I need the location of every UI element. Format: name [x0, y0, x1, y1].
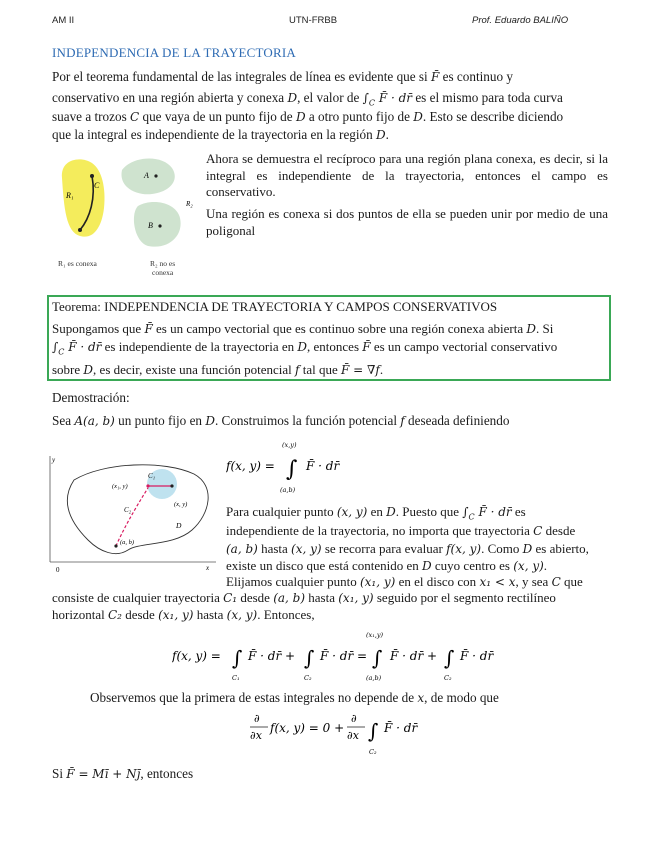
eq2-c2-lower-b: C₂: [444, 674, 452, 682]
theorem-title: Teorema: INDEPENDENCIA DE TRAYECTORIA Y CAMPOS CONSERVATIVOS: [52, 299, 498, 314]
eq1-lower-limit: (a,b): [280, 486, 296, 494]
caption-r2-line1: R₂ no es: [150, 259, 176, 268]
intro-line-2: conservativo en una región abierta y conexa D, el valor de $\int_C$ F̄ · dr̄ es el mismo para toda curva: [52, 90, 563, 108]
label-r1: R₁: [66, 191, 74, 200]
eq1-upper-limit: (x,y): [282, 441, 297, 449]
eq3-c2-lower: C₂: [369, 748, 377, 756]
y-axis-label: y: [52, 456, 56, 464]
region-r2-lower: [134, 202, 181, 247]
eq2-term-3: F̄ · dr̄ +: [390, 649, 438, 663]
eq2-int-1: ∫: [232, 646, 243, 670]
connected-regions-figure: [52, 148, 202, 280]
eq3-d-den-2: ∂x: [347, 729, 359, 742]
point-b: [158, 224, 161, 227]
x-axis-label: x: [206, 564, 210, 572]
header-author: Prof. Eduardo BALIÑO: [472, 15, 569, 26]
label-d: D: [176, 521, 182, 530]
eq3-term: F̄ · dr̄: [384, 721, 418, 735]
label-c2: C₂: [124, 506, 132, 514]
label-xy: (x, y): [174, 501, 188, 508]
eq3-d-num-2: ∂: [351, 712, 357, 725]
para2-line-5: Elijamos cualquier punto (x₁, y) en el disco con x₁ < x, y sea C que: [226, 574, 583, 589]
eq1-lhs: f(x, y) =: [226, 459, 275, 473]
caption-r1: R₁ es conexa: [58, 259, 97, 268]
theorem-line-1: Supongamos que F̄ es un campo vectorial que es continuo sobre una región conexa abierta D. Si: [52, 321, 554, 336]
label-c1: C₁: [148, 472, 156, 480]
final-line: Si F̄ = Mī + Nj̄, entonces: [52, 766, 194, 781]
caption-r2-line2: conexa: [152, 268, 174, 277]
eq2-lhs: f(x, y) =: [172, 649, 221, 663]
theorem-line-3: sobre D, es decir, existe una función potencial f tal que F̄ = ∇̄f.: [52, 362, 384, 378]
eq2-int-3: ∫: [372, 646, 383, 670]
demo-label: Demostración:: [52, 390, 130, 405]
equation-split-path: [172, 628, 512, 686]
curve-start-point: [78, 228, 82, 232]
eq3-int: ∫: [368, 719, 379, 743]
intro-line-3: suave a trozos C que vaya de un punto fijo de D a otro punto fijo de D. Esto se describe diciendo: [52, 109, 564, 124]
para2-line-1: Para cualquier punto (x, y) en D. Puesto que $\int_C$ F̄ · dr̄ es: [226, 504, 526, 522]
point-x1y: [146, 484, 149, 487]
eq1-integrand: F̄ · dr̄: [306, 459, 340, 473]
para2-line-4: existe un disco que está contenido en D cuyo centro es (x, y).: [226, 558, 548, 573]
eq2-lower-limit: (a,b): [366, 674, 382, 682]
para2-line-7: horizontal C₂ desde (x₁, y) hasta (x, y). Entonces,: [52, 607, 315, 622]
point-xy: [170, 484, 173, 487]
theorem-line-2: $\int_C$ F̄ · dr̄ es independiente de la trayectoria en D, entonces F̄ es un campo vectorial conservativo: [52, 339, 558, 357]
observation-line: Observemos que la primera de estas integrales no depende de x, de modo que: [90, 690, 499, 705]
para2-line-2: independiente de la trayectoria, no importa que trayectoria C desde: [226, 523, 576, 538]
para2-line-3: (a, b) hasta (x, y) se recorra para evaluar f(x, y). Como D es abierto,: [226, 541, 589, 556]
origin-label: 0: [56, 566, 60, 574]
eq2-c1-lower: C₁: [232, 674, 240, 682]
eq2-c2-lower: C₂: [304, 674, 312, 682]
equation-potential-definition: [226, 440, 426, 498]
para2-line-6: consiste de cualquier trayectoria C₁ desde (a, b) hasta (x₁, y) seguido por el segmento rectilíneo: [52, 590, 556, 605]
point-ab: [114, 544, 117, 547]
connected-definition: Una región es conexa si dos puntos de ella se pueden unir por medio de una poligonal: [206, 206, 608, 238]
reciprocal-paragraph: Ahora se demuestra el recíproco para una región plana conexa, es decir, si la integral es independiente de la trayectoria, entonces el campo es conservativo.: [206, 151, 608, 199]
point-a: [154, 174, 157, 177]
label-c: C: [94, 181, 100, 190]
curve-end-point: [90, 174, 94, 178]
intro-line-4: que la integral es independiente de la trayectoria en la región D.: [52, 127, 389, 142]
header-course: AM II: [52, 15, 75, 26]
eq3-lhs: f(x, y) = 0 +: [270, 721, 345, 735]
intro-line-1: Por el teorema fundamental de las integrales de línea es evidente que si F̄ es continuo y: [52, 69, 513, 84]
label-x1y: (x₁, y): [112, 483, 128, 490]
demo-line-1: Sea A(a, b) un punto fijo en D. Construimos la función potencial f deseada definiendo: [52, 413, 510, 428]
label-a: A: [144, 171, 149, 180]
label-r2: R₂: [186, 200, 193, 208]
eq3-d-num: ∂: [254, 712, 260, 725]
label-b: B: [148, 221, 153, 230]
path-diagram: [44, 450, 222, 574]
theorem-body: [52, 320, 606, 379]
section-title: INDEPENDENCIA DE LA TRAYECTORIA: [52, 45, 296, 60]
path-c1: [116, 488, 148, 546]
label-ab: (a, b): [120, 539, 135, 546]
eq3-d-den: ∂x: [250, 729, 262, 742]
eq2-term-1: F̄ · dr̄ +: [248, 649, 296, 663]
equation-partial-x: [248, 708, 428, 758]
eq2-term-4: F̄ · dr̄: [460, 649, 494, 663]
region-d-boundary: [67, 465, 208, 554]
eq2-int-4: ∫: [444, 646, 455, 670]
header-institution: UTN-FRBB: [289, 15, 338, 26]
eq2-upper-limit: (x₁,y): [366, 631, 384, 639]
eq2-int-2: ∫: [304, 646, 315, 670]
eq2-term-2: F̄ · dr̄ =: [320, 649, 368, 663]
eq1-integral-sign: ∫: [286, 457, 298, 482]
